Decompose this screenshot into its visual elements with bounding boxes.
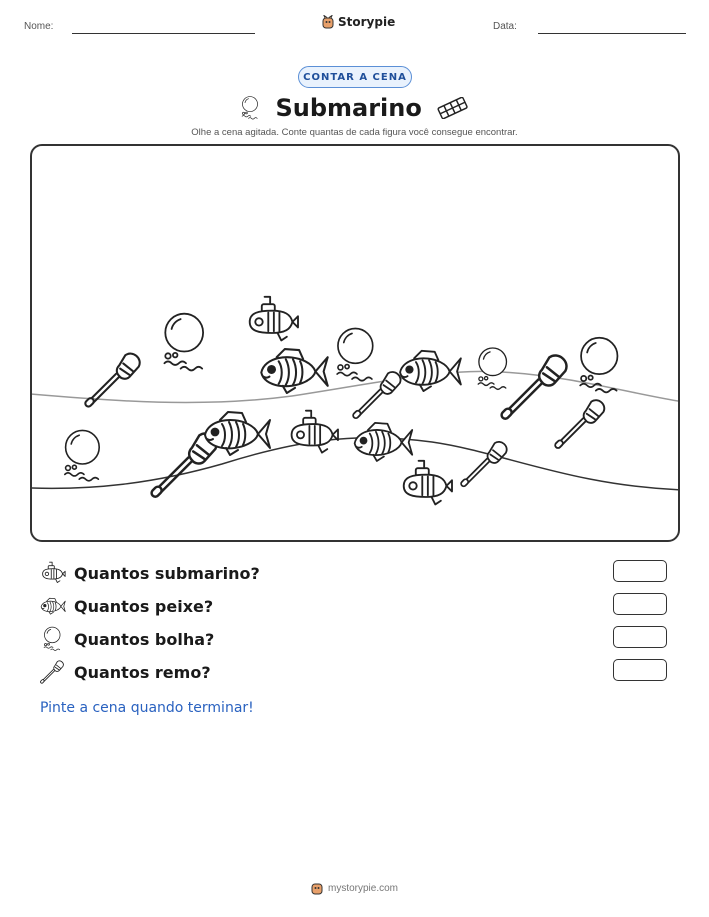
storypie-logo-icon: [322, 15, 334, 29]
bubble: [337, 328, 373, 380]
activity-badge: CONTAR A CENA: [298, 66, 412, 88]
bubble: [164, 314, 203, 371]
storypie-logo-icon: [311, 881, 323, 895]
brand: [322, 15, 395, 29]
scene-panel: [30, 144, 680, 542]
instruction-text: Pinte a cena quando terminar!: [40, 700, 254, 716]
date-line[interactable]: [538, 33, 686, 34]
fish: [355, 423, 413, 461]
fish-icon: [40, 593, 66, 619]
question-row-bubble: [40, 626, 680, 652]
name-label: Nome:: [24, 21, 54, 32]
question-row-oar: [40, 659, 680, 685]
answer-box-bubble[interactable]: [613, 626, 667, 648]
answer-box-oar[interactable]: [613, 659, 667, 681]
oar-icon: [40, 659, 66, 685]
scene-drawing: [32, 146, 680, 542]
subtitle: Olhe a cena agitada. Conte quantas de cada figura você consegue encontrar.: [191, 127, 518, 138]
bubble-icon: [40, 626, 66, 652]
oar: [554, 400, 604, 449]
bubble-icon: [240, 95, 261, 121]
page-title: [240, 92, 469, 124]
question-label: Quantos submarino?: [74, 563, 260, 583]
oar: [150, 433, 216, 498]
chocolate-bar-icon: [436, 97, 469, 119]
oar: [500, 355, 566, 420]
answer-box-fish[interactable]: [613, 593, 667, 615]
footer-url[interactable]: mystorypie.com: [327, 882, 398, 894]
brand-name: Storypie: [338, 15, 396, 29]
question-label: Quantos peixe?: [74, 596, 214, 616]
bubble: [65, 430, 99, 480]
question-row-fish: [40, 593, 680, 619]
date-label: Data:: [493, 21, 517, 32]
submarine-icon: [40, 560, 66, 586]
question-row-submarine: [40, 560, 680, 586]
fish: [400, 351, 461, 391]
fish: [261, 349, 327, 393]
answer-box-submarine[interactable]: [613, 560, 667, 582]
submarine: [404, 461, 452, 505]
question-label: Quantos bolha?: [74, 629, 215, 649]
submarine: [292, 411, 338, 453]
footer: [0, 881, 709, 895]
submarine: [250, 297, 298, 341]
bubble: [580, 338, 617, 393]
title-text: Submarino: [275, 94, 422, 122]
question-label: Quantos remo?: [74, 662, 211, 682]
name-line[interactable]: [72, 33, 255, 34]
bubble: [478, 348, 506, 389]
